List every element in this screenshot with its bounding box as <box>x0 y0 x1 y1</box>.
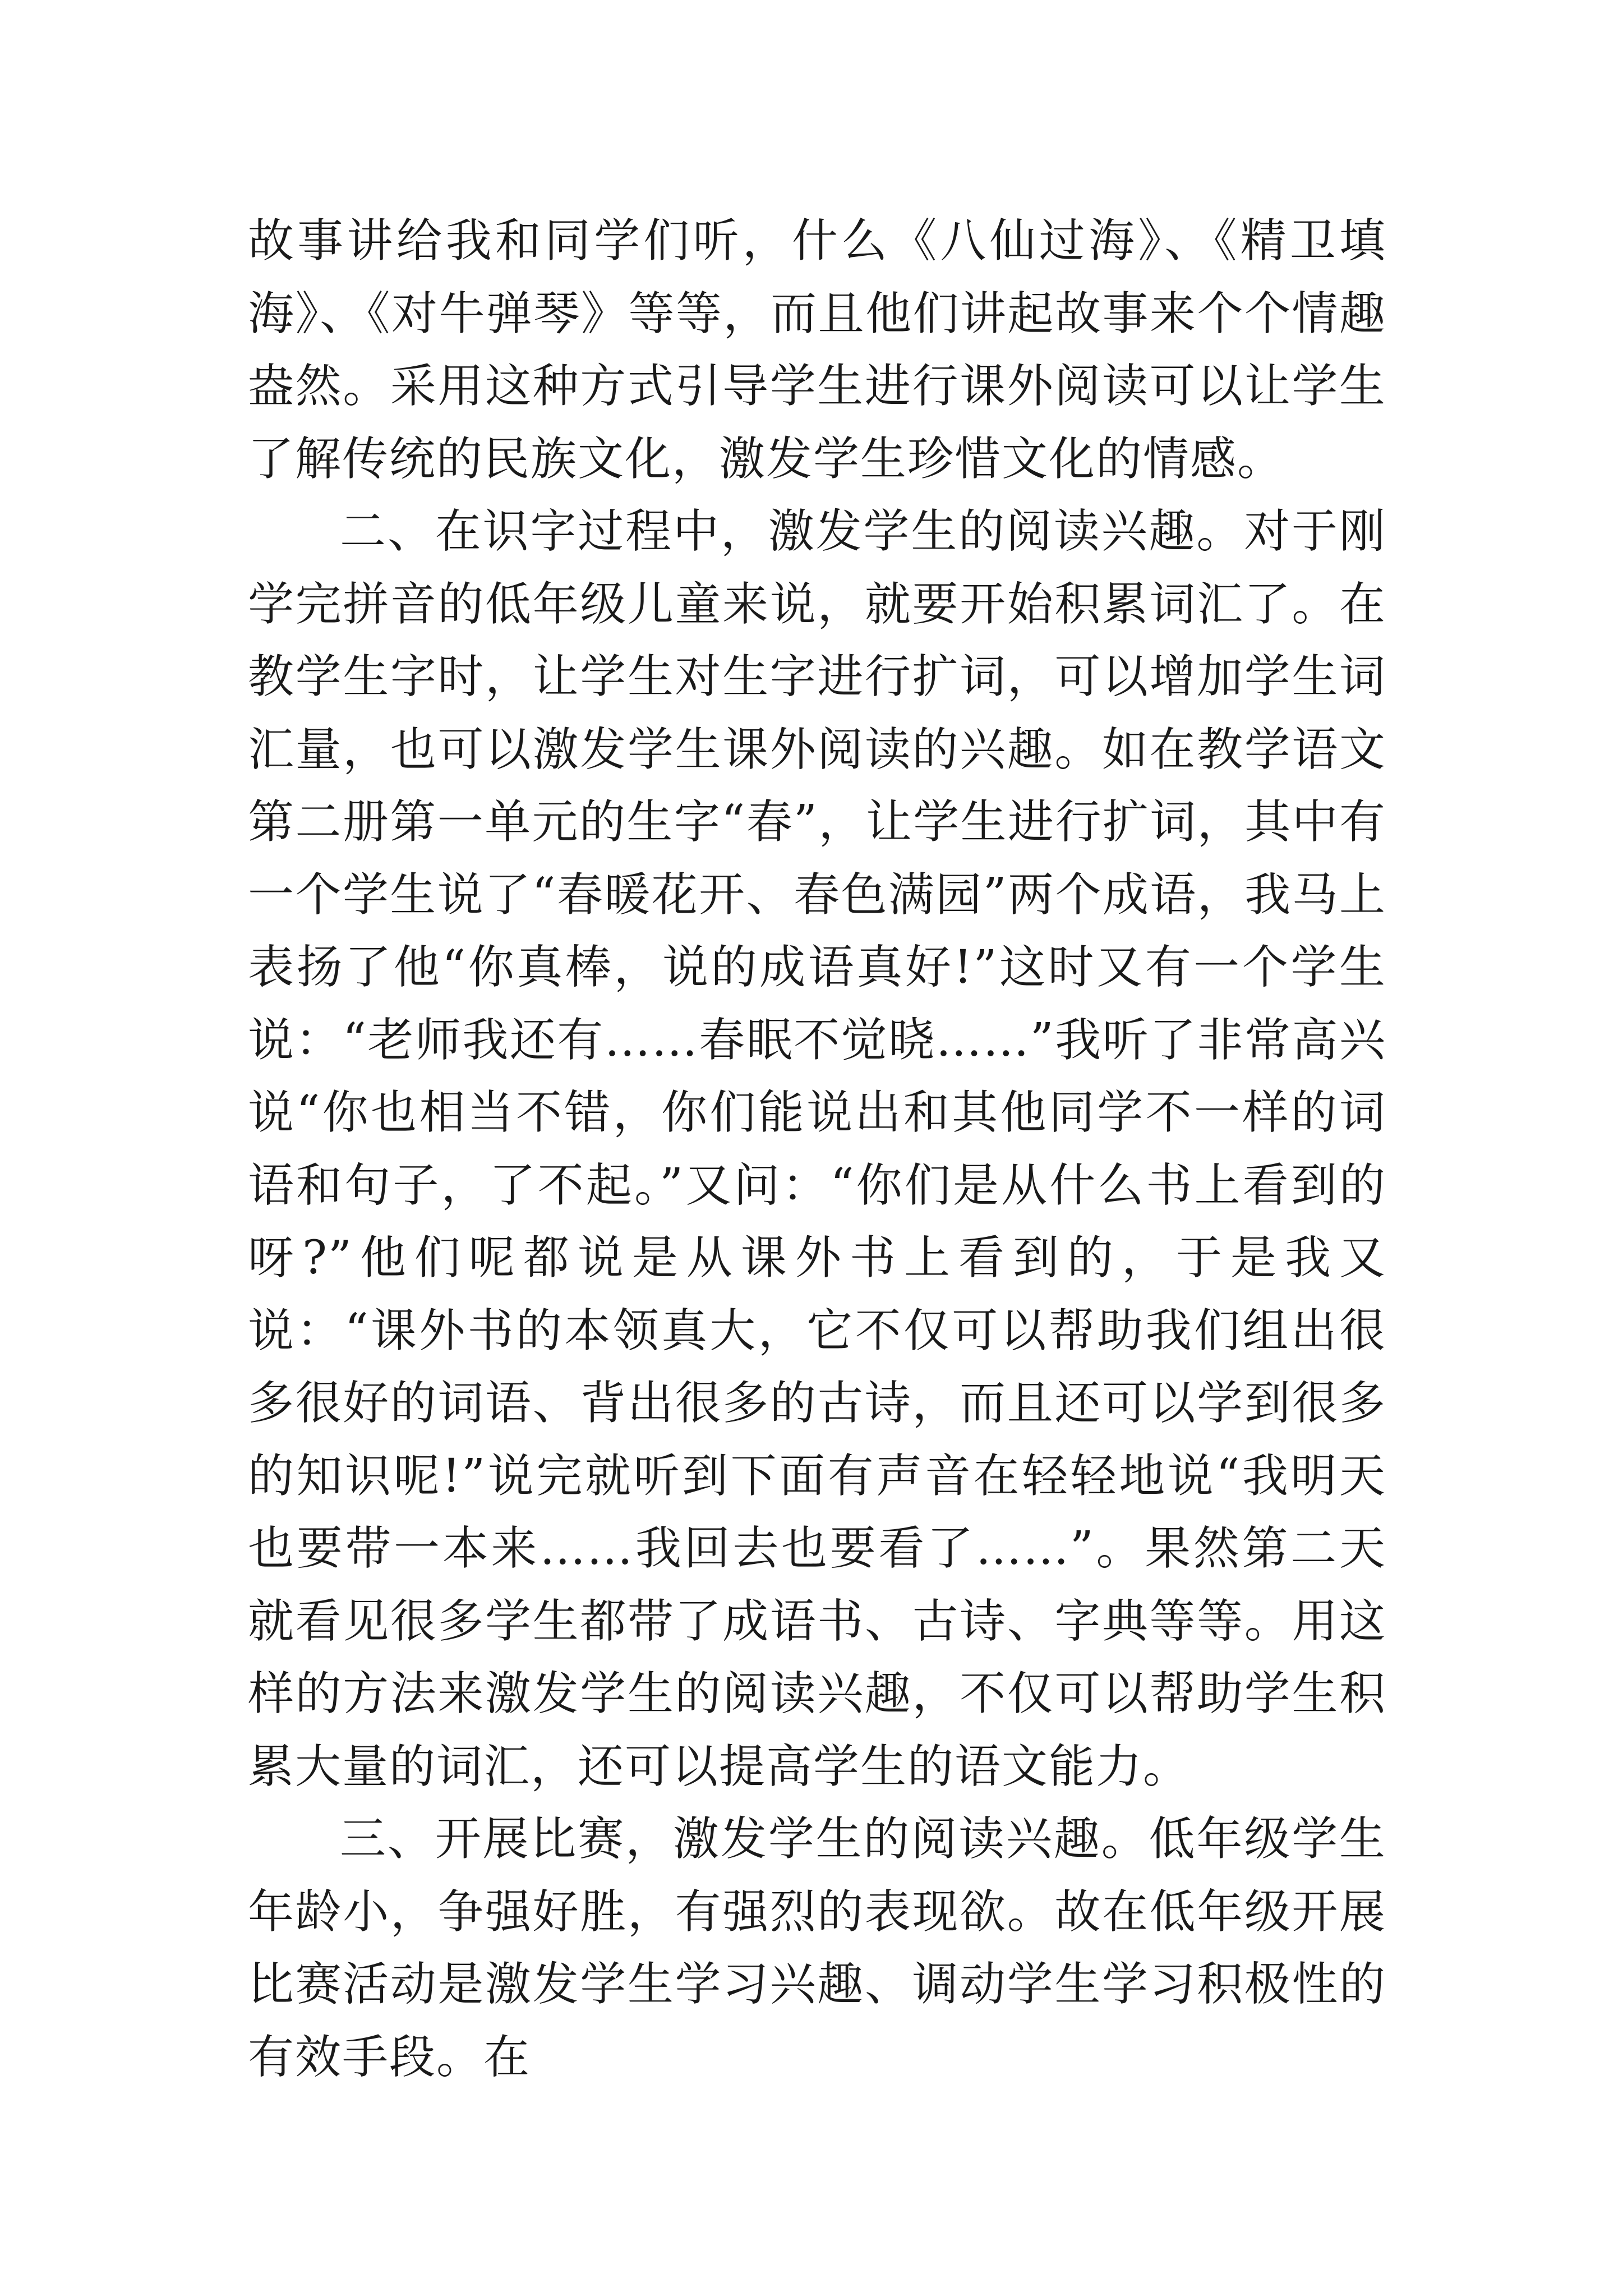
document-body <box>248 205 1386 2093</box>
paragraph-section-two: 二、在识字过程中，激发学生的阅读兴趣。对于刚学完拼音的低年级儿童来说，就要开始积累词汇了。在教学生字时，让学生对生字进行扩词，可以增加学生词汇量，也可以激发学生课外阅读的兴趣。如在教学语文第二册第一单元的生字“春”，让学生进行扩词，其中有一个学生说了“春暖花开、春色满园”两个成语，我马上表扬了他“你真棒，说的成语真好!”这时又有一个学生说：“老师我还有……春眠不觉晓……”我听了非常高兴说“你也相当不错，你们能说出和其他同学不一样的词语和句子，了不起。”又问：“你们是从什么书上看到的呀?”他们呢都说是从课外书上看到的，于是我又说：“课外书的本领真大，它不仅可以帮助我们组出很多很好的词语、背出很多的古诗，而且还可以学到很多的知识呢!”说完就听到下面有声音在轻轻地说“我明天也要带一本来……我回去也要看了……”。果然第二天就看见很多学生都带了成语书、古诗、字典等等。用这样的方法来激发学生的阅读兴趣，不仅可以帮助学生积累大量的词汇，还可以提高学生的语文能力。 <box>248 505 1386 1793</box>
paragraph-continuation: 故事讲给我和同学们听，什么《八仙过海》、《精卫填海》、《对牛弹琴》等等，而且他们讲起故事来个个情趣盎然。采用这种方式引导学生进行课外阅读可以让学生了解传统的民族文化，激发学生珍惜文化的情感。 <box>248 214 1386 486</box>
paragraph-section-three: 三、开展比赛，激发学生的阅读兴趣。低年级学生年龄小，争强好胜，有强烈的表现欲。故在低年级开展比赛活动是激发学生学习兴趣、调动学生学习积极性的有效手段。在 <box>248 1812 1386 2084</box>
